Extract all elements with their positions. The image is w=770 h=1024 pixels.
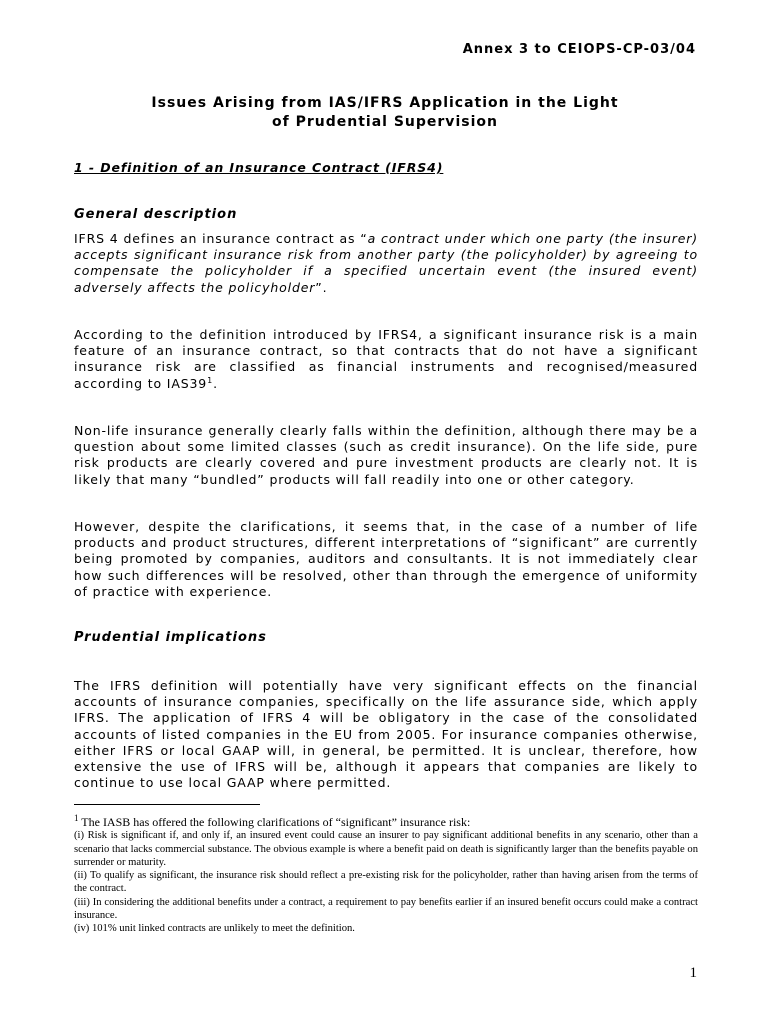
footnotes	[74, 812, 698, 936]
paragraph-interpretations: However, despite the clarifications, it seems that, in the case of a number of life products and product structures, different interpretations of “significant” are currently being promoted by companies, auditors and consultants. It is not immediately clear how such differences will be resolved, other than through the emergence of uniformity of practice with experience.	[74, 519, 698, 599]
significant-risk-text: According to the definition introduced by IFRS4, a significant insurance risk is a main feature of an insurance contract, so that contracts that do not have a significant insurance risk are classified as financial instruments and recognised/measured according to IAS39	[74, 327, 698, 391]
definition-intro: IFRS 4 defines an insurance contract as “	[74, 231, 368, 246]
section-heading: 1 - Definition of an Insurance Contract (IFRS4)	[74, 160, 444, 175]
footnote-intro-text: The IASB has offered the following clarifications of “significant” insurance risk:	[78, 815, 471, 829]
footnote-item: (iii) In considering the additional benefits under a contract, a requirement to pay benefits earlier if an insured benefit occurs could make a contract insurance.	[74, 896, 698, 922]
footnote-intro	[74, 812, 698, 829]
paragraph-ifrs-effects: The IFRS definition will potentially have very significant effects on the financial accounts of insurance companies, specifically on the life assurance side, which apply IFRS. The application of IFRS 4 will be obligatory in the case of the consolidated accounts of listed companies in the EU from 2005. For insurance companies otherwise, either IFRS or local GAAP will, in general, be permitted. It is unclear, therefore, how extensive the use of IFRS will be, although it appears that companies are likely to continue to use local GAAP where permitted.	[74, 678, 698, 791]
footnote-item: (iv) 101% unit linked contracts are unlikely to meet the definition.	[74, 923, 355, 935]
document-title	[60, 94, 710, 132]
footnote-item: (i) Risk is significant if, and only if, an insured event could cause an insurer to pay significant additional benefits in any scenario, other than a scenario that lacks commercial substance. The obvious example is where a benefit paid on death is significantly larger than the benefits payable on surrender or maturity.	[74, 830, 698, 868]
definition-quote: a contract under which one party (the insurer) accepts significant insurance risk from another party (the policyholder) by agreeing to compensate the policyholder if a specified uncertain event (the insured event) adversely affects the policyholder	[74, 231, 698, 295]
definition-end: ”.	[315, 279, 328, 295]
footnote-item: (ii) To qualify as significant, the insurance risk should reflect a pre-existing risk for the policyholder, rather than having arisen from the terms of the contract.	[74, 870, 698, 895]
paragraph-significant-risk	[74, 327, 698, 392]
paragraph-non-life: Non-life insurance generally clearly falls within the definition, although there may be a question about some limited classes (such as credit insurance). On the life side, pure risk products are clearly covered and pure investment products are clearly not. It is likely that many “bundled” products will fall readily into one or other category.	[74, 423, 698, 487]
significant-risk-end: .	[213, 375, 218, 391]
title-line-1: Issues Arising from IAS/IFRS Application in the Light	[151, 95, 619, 111]
page-number: 1	[689, 965, 697, 981]
paragraph-definition	[74, 231, 698, 296]
prudential-implications-heading: Prudential implications	[74, 630, 267, 645]
title-line-2: of Prudential Supervision	[272, 114, 498, 130]
general-description-heading: General description	[74, 207, 238, 222]
footnote-reference: 1	[207, 375, 214, 385]
footnote-divider	[74, 804, 260, 805]
annex-reference: Annex 3 to CEIOPS-CP-03/04	[462, 42, 696, 57]
footnote-marker: 1	[74, 813, 79, 823]
